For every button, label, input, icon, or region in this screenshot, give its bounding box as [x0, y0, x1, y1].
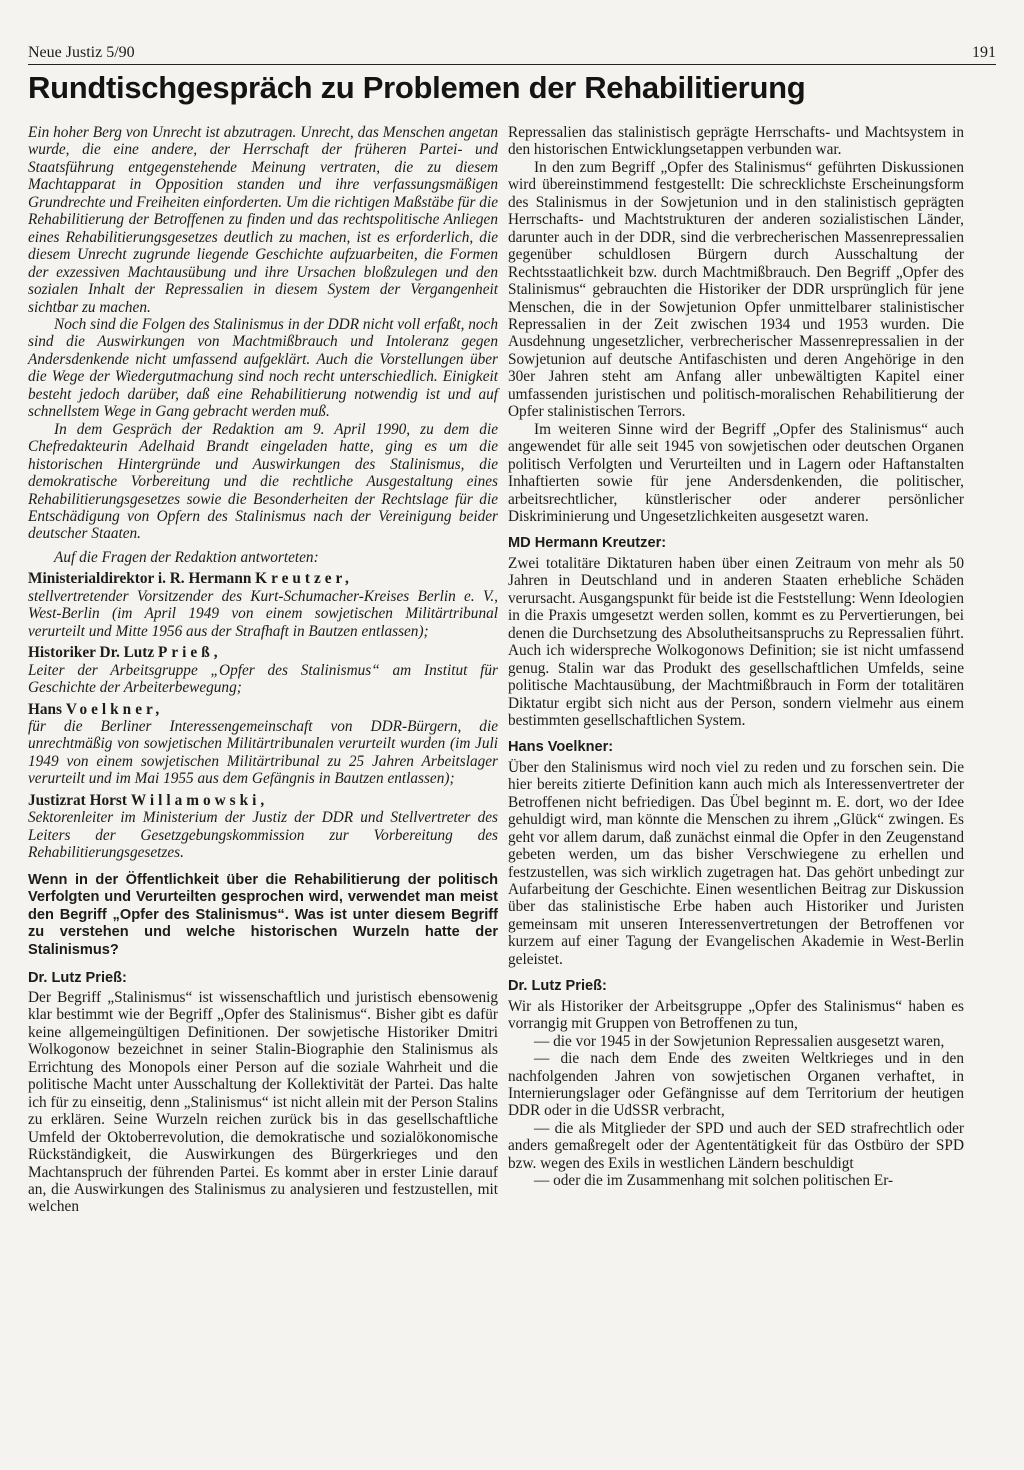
running-head [28, 44, 996, 65]
participant-name: Hans Voelkner, [28, 700, 164, 718]
participant-kreutzer [28, 570, 498, 640]
participant-description: Leiter der Arbeitsgruppe „Opfer des Stalinismus“ am Institut für Geschichte der Arbeiterbewegung; [28, 661, 498, 697]
participant-priess [28, 644, 498, 696]
intro-paragraph: Ein hoher Berg von Unrecht ist abzutragen. Unrecht, das Menschen angetan wurde, die eine andere, der Herrschaft der früheren Partei- und Staatsführung entgegenstehende Meinung vertraten, die zu diesem Machtapparat in Opposition standen und ihre verfassungsmäßigen Grundrechte und Freiheiten einforderten. Um die richtigen Maßstäbe für die Rehabilitierung der Betroffenen zu finden und das rechtspolitische Anliegen eines Rehabilitierungsgesetzes deutlich zu machen, ist es erforderlich, die diesem Unrecht zugrunde liegende Geschichte aufzuarbeiten, die Formen der exzessiven Machtausübung und ihre Ursachen bloßzulegen und den sozialen Inhalt der Repressalien in diesem System der Vergangenheit sichtbar zu machen. [28, 124, 498, 316]
list-item: — die als Mitglieder der SPD und auch der SED strafrechtlich oder anders gemaßregelt oder der Agententätigkeit für das Ostbüro der SPD bzw. wegen des Exils in westlichen Ländern beschuldigt [508, 1119, 964, 1172]
speaker-label: MD Hermann Kreutzer: [508, 535, 667, 552]
answer-text: Zwei totalitäre Diktaturen haben über einen Zeitraum von mehr als 50 Jahren in Deutschland und in anderen Staaten erhebliche Schäden verursacht. Ausgangspunkt für beide ist die Feststellung: Wenn Ideologien in die Praxis umgesetzt werden sollen, kommt es zu Pervertierungen, bei denen die Durchsetzung des Absolutheitsanspruchs zu Repressalien führt. Auch ich widerspreche Wolkogonows Definition; sie ist nicht umfassend genug. Stalin war das Produkt des gesellschaftlichen Umfelds, seine politische Machtausübung, der Machtmißbrauch in Form der totalitären Diktatur ergibt sich nicht aus der Person, sondern vielmehr aus einem bestimmten gesellschaftlichen System. [508, 554, 964, 729]
answer-continuation: Repressalien das stalinistisch geprägte Herrschafts- und Machtsystem in den historischen Entwicklungsetappen verbunden war. [508, 124, 964, 159]
list-item: — die nach dem Ende des zweiten Weltkrieges und in den nachfolgenden Jahren von sowjetischen Organen verhaftet, in Internierungslager oder Gefängnisse auf dem Territorium der heutigen DDR oder in die UdSSR verbracht, [508, 1050, 964, 1120]
intro-paragraph: Auf die Fragen der Redaktion antworteten: [54, 548, 319, 566]
speaker-label: Dr. Lutz Prieß: [28, 969, 127, 986]
left-column [28, 124, 498, 1216]
answer-paragraph: Im weiteren Sinne wird der Begriff „Opfer des Stalinismus“ auch angewendet für alle seit 1945 von sowjetischen oder deutschen Organen politisch Verfolgten und Verurteilten und in Lagern oder Haftanstalten Inhaftierten sowie für jene Andersdenkenden, die politischer, arbeitsrechtlicher, künstlerischer oder anderer persönlicher Diskriminierung und Ungesetzlichkeiten ausgesetzt waren. [508, 420, 964, 525]
intro-section [28, 124, 498, 566]
article-title: Rundtischgespräch zu Problemen der Rehabilitierung [28, 70, 806, 105]
participant-name: Justizrat Horst Willamowski, [28, 791, 269, 809]
page-number: 191 [972, 44, 996, 61]
intro-paragraph: In dem Gespräch der Redaktion am 9. April 1990, zu dem die Chefredakteurin Adelhaid Brandt eingeladen hatte, ging es um die historischen Hintergründe und Auswirkungen des Stalinismus, die demokratische Vorbereitung und die rechtliche Ausgestaltung eines Rehabilitierungsgesetzes sowie die Besonderheiten der Rechtslage für die Entschädigung von Opfern des Stalinismus nach der Vereinigung beider deutscher Staaten. [28, 420, 498, 543]
speaker-label: Dr. Lutz Prieß: [508, 978, 607, 995]
participant-description: für die Berliner Interessengemeinschaft von DDR-Bürgern, die unrechtmäßig von sowjetischen Militärtribunalen verurteilt wurden (im Juli 1949 von einem sowjetischen Militärtribunal zu 25 Jahren Arbeitslager verurteilt und im Mai 1955 aus dem Gefängnis in Bautzen entlassen); [28, 717, 498, 788]
answer-text: Wir als Historiker der Arbeitsgruppe „Opfer des Stalinismus“ haben es vorrangig mit Gruppen von Betroffenen zu tun, [508, 997, 964, 1033]
answer-paragraph: In den zum Begriff „Opfer des Stalinismus“ geführten Diskussionen wird übereinstimmend festgestellt: Die schrecklichste Erscheinungsform des Stalinismus in der Sowjetunion und in den stalinistisch geprägten Herrschafts- und Machtstrukturen der anderen sozialistischen Länder, darunter auch in der DDR, sind die verbrecherischen Massenrepressalien gegenüber schuldlosen Bürgern durch Ausschaltung der Rechtsstaatlichkeit bzw. durch Machtmißbrauch. Den Begriff „Opfer des Stalinismus“ gebrauchten die Historiker der DDR ursprünglich für jene Menschen, die in der Sowjetunion Opfer unmittelbarer stalinistischer Repressalien in der Zeit zwischen 1934 und 1953 wurden. Die Ausdehnung ungesetzlicher, verbrecherischer Massenrepressalien in der Sowjetunion auf deutsche Antifaschisten und deren Angehörige in den 30er Jahren steht am Anfang aller unbewältigten Kapitel einer umfassenden juristischen und politisch-moralischen Rehabilitierung der Opfer stalinistischen Terrors. [508, 158, 964, 421]
participant-name: Ministerialdirektor i. R. Hermann Kreutzer, [28, 570, 353, 588]
participant-willamowski [28, 792, 498, 862]
speaker-label: Hans Voelkner: [508, 739, 614, 756]
participant-description: Sektorenleiter im Ministerium der Justiz der DDR und Stellvertreter des Leiters der Gesetzgebungskommission zur Vorbereitung des Rehabilitierungsgesetzes. [28, 809, 498, 862]
right-column [508, 124, 964, 1190]
answer-text: Über den Stalinismus wird noch viel zu reden und zu forschen sein. Die hier bereits zitierte Definition kann auch mich als Interessenvertreter der Betroffenen nicht befriedigen. Das Übel beginnt m. E. dort, wo der Idee gehuldigt wird, man könnte die Menschen zu ihrem „Glück“ zwingen. Es geht vor allem darum, daß zunächst einmal die Opfer in den Zeugenstand gebeten werden, um das bisher Verschwiegene zu erhellen und festzustellen, was sich wirklich zugetragen hat. Das gehört unbedingt zur Aufarbeitung der Geschichte. Einen wesentlichen Beitrag zur Diskussion über das stalinistische Erbe haben auch Historiker und Juristen gemeinsam mit unseren Interessenvertretungen der Betroffenen vor kurzem auf einer Tagung der Evangelischen Akademie in West-Berlin geleistet. [508, 758, 964, 968]
participant-voelkner [28, 701, 498, 788]
question-heading: Wenn in der Öffentlichkeit über die Rehabilitierung der politisch Verfolgten und Verurteilten gesprochen wird, verwendet man meist den Begriff „Opfer des Stalinismus“. Was ist unter diesem Begriff zu verstehen und welche historischen Wurzeln hatte der Stalinismus? [28, 871, 498, 958]
journal-issue: Neue Justiz 5/90 [28, 44, 135, 61]
list-item: — die vor 1945 in der Sowjetunion Repressalien ausgesetzt waren, [534, 1032, 945, 1050]
answer-text: Der Begriff „Stalinismus“ ist wissenschaftlich und juristisch ebensowenig klar bestimmt wie der Begriff „Opfer des Stalinismus“. Bisher gibt es dafür keine allgemeingültigen Definitionen. Der sowjetische Historiker Dmitri Wolkogonow bezeichnet in seiner Stalin-Biographie den Stalinismus als Errichtung des Monopols einer Person auf die soziale Wahrheit und die politische Macht unter Ausschaltung der Kollektivität der Partei. Das halte ich für zu einseitig, denn „Stalinismus“ ist nicht allein mit der Person Stalins zu erklären. Seine Wurzeln reichen zurück bis in das gesellschaftliche Umfeld der Oktoberrevolution, die demokratische und sozialökonomische Rückständigkeit, die Auswirkungen des Bürgerkrieges und den Machtanspruch der führenden Partei. Es kommt aber in erster Linie darauf an, die Auswirkungen des Stalinismus zu analysieren und festzustellen, mit welchen [28, 989, 498, 1216]
participant-name: Historiker Dr. Lutz Prieß, [28, 644, 222, 662]
list-item: — oder die im Zusammenhang mit solchen politischen Er- [534, 1172, 894, 1190]
participant-description: stellvertretender Vorsitzender des Kurt-Schumacher-Kreises Berlin e. V., West-Berlin (im April 1949 von einem sowjetischen Militärtribunal verurteilt und Mitte 1956 aus der Strafhaft in Bautzen entlassen); [28, 587, 498, 640]
intro-paragraph: Noch sind die Folgen des Stalinismus in der DDR nicht voll erfaßt, noch sind die Auswirkungen von Machtmißbrauch und Intoleranz gegen Andersdenkende nicht umfassend aufgeklärt. Auch die Vorstellungen über die Wege der Wiedergutmachung sind noch recht unterschiedlich. Einigkeit besteht jedoch darüber, daß eine Rehabilitierung notwendig ist und auf schnellstem Wege in Gang gebracht werden muß. [28, 315, 498, 421]
